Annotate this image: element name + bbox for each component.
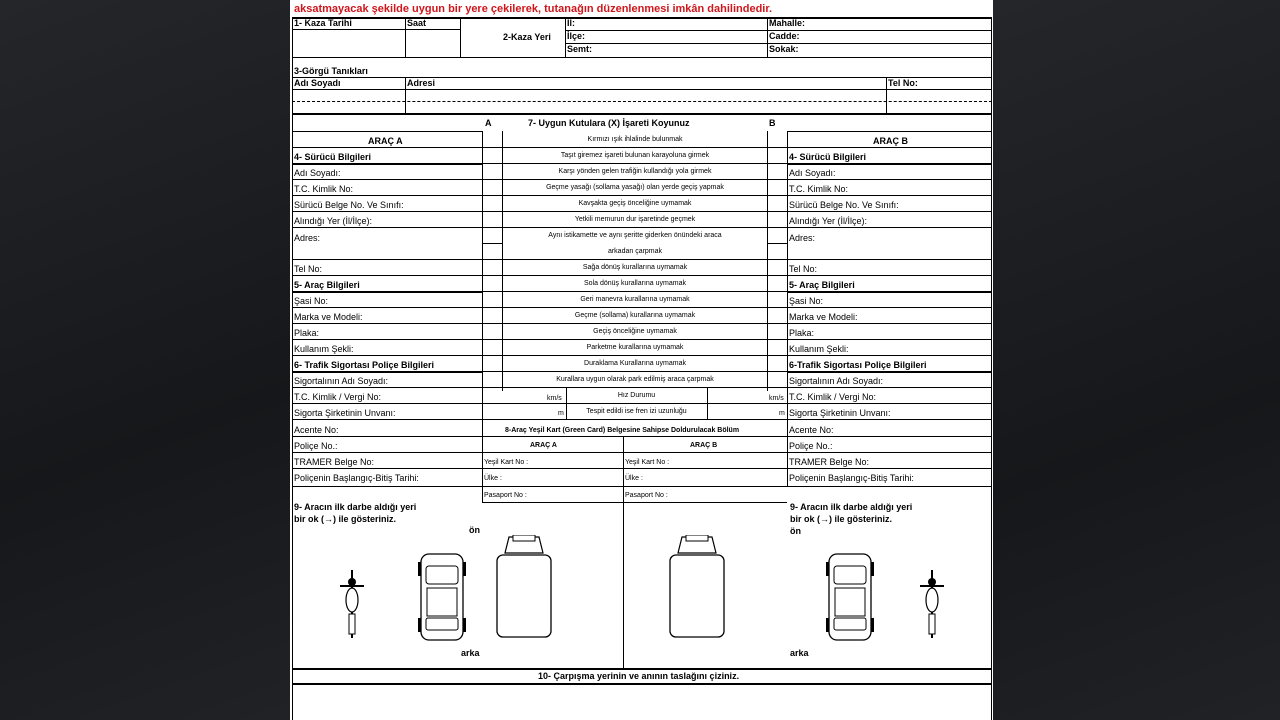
vehicle-b-address: Adres: <box>789 233 816 243</box>
item-11: Geçme (sollama) kurallarına uymamak <box>574 312 696 319</box>
impact-title-b-2: bir ok (→) ile gösteriniz. <box>790 514 893 524</box>
accident-report-form <box>290 0 993 720</box>
neighborhood-area-label: Semt: <box>567 44 593 54</box>
vehicle-b-plate: Plaka: <box>789 328 815 338</box>
motorcycle-icon-a <box>338 568 366 640</box>
item-10: Geri manevra kurallarına uymamak <box>580 296 690 303</box>
column-a-label: A <box>485 118 492 128</box>
green-card-title: 8-Araç Yeşil Kart (Green Card) Belgesine Sahipse Doldurulacak Bölüm <box>505 427 740 434</box>
section7-title: 7- Uygun Kutulara (X) İşareti Koyunuz <box>528 118 690 128</box>
item-5: Kavşakta geçiş önceliğine uymamak <box>578 200 692 207</box>
accident-place-label: 2-Kaza Yeri <box>503 32 551 42</box>
vehicle-a-title: ARAÇ A <box>368 136 403 146</box>
item-8: Sağa dönüş kurallarına uymamak <box>582 264 688 271</box>
witness-address-header: Adresi <box>407 78 436 88</box>
witness-name-header: Adı Soyadı <box>294 78 341 88</box>
vehicle-a-plate: Plaka: <box>294 328 320 338</box>
vehicle-a-license-place: Alındığı Yer (İl/İlçe): <box>294 216 373 226</box>
front-label-b: ön <box>790 526 801 536</box>
column-b-label: B <box>769 118 776 128</box>
country-a: Ülke : <box>484 475 502 482</box>
vehicle-a-agency: Acente No: <box>294 425 339 435</box>
vehicle-b-brand: Marka ve Modeli: <box>789 312 858 322</box>
item-6: Yetkili memurun dur işaretinde geçmek <box>574 216 696 223</box>
vehicle-b-name: Adı Soyadı: <box>789 168 836 178</box>
vehicle-a-company: Sigorta Şirketinin Unvanı: <box>294 408 396 418</box>
item-7a: Aynı istikamette ve aynı şeritte giderken önündeki araca <box>548 232 722 239</box>
time-label: Saat <box>407 18 427 28</box>
avenue-label: Cadde: <box>769 31 800 41</box>
vehicle-a-brand: Marka ve Modeli: <box>294 312 363 322</box>
speed-unit-a: km/s <box>547 395 562 402</box>
rear-label-b: arka <box>790 648 809 658</box>
red-header-text: aksatmayacak şekilde uygun bir yere çekilerek, tutanağın düzenlenmesi imkân dahilindedir. <box>294 3 773 15</box>
impact-title-a-1: 9- Aracın ilk darbe aldığı yeri <box>294 502 417 512</box>
speed-label: Hız Durumu <box>617 392 656 399</box>
street-label: Sokak: <box>769 44 799 54</box>
city-label: İl: <box>567 18 575 28</box>
vehicle-b-tc: T.C. Kimlik No: <box>789 184 849 194</box>
vehicle-a-tramer: TRAMER Belge No: <box>294 457 375 467</box>
vehicle-a-dates: Poliçenin Başlangıç-Bitiş Tarihi: <box>294 473 419 483</box>
witnesses-title: 3-Görgü Tanıkları <box>294 66 368 76</box>
accident-date-label: 1- Kaza Tarihi <box>294 18 352 28</box>
vehicle-b-insured-name: Sigortalının Adı Soyadı: <box>789 376 884 386</box>
impact-title-b-1: 9- Aracın ilk darbe aldığı yeri <box>790 502 913 512</box>
item-4: Geçme yasağı (sollama yasağı) olan yerde geçiş yapmak <box>546 184 724 191</box>
vehicle-b-title: ARAÇ B <box>873 136 908 146</box>
green-card-no-b: Yeşil Kart No : <box>625 459 670 466</box>
vehicle-b-agency: Acente No: <box>789 425 834 435</box>
motorcycle-icon-b <box>918 568 946 640</box>
truck-icon-b <box>668 535 726 639</box>
vehicle-a-phone: Tel No: <box>294 264 323 274</box>
neighborhood-label: Mahalle: <box>769 18 806 28</box>
vehicle-a-name: Adı Soyadı: <box>294 168 341 178</box>
country-b: Ülke : <box>625 475 643 482</box>
vehicle-b-usage: Kullanım Şekli: <box>789 344 849 354</box>
vehicle-a-driver-info: 4- Sürücü Bilgileri <box>294 152 372 162</box>
vehicle-a-vehicle-info: 5- Araç Bilgileri <box>294 280 360 290</box>
vehicle-a-chassis: Şasi No: <box>294 296 329 306</box>
background-left <box>0 0 290 720</box>
green-card-col-b: ARAÇ B <box>690 442 718 449</box>
impact-title-a-2: bir ok (→) ile gösteriniz. <box>294 514 397 524</box>
vehicle-b-tramer: TRAMER Belge No: <box>789 457 870 467</box>
vehicle-a-tc: T.C. Kimlik No: <box>294 184 354 194</box>
vehicle-b-license: Sürücü Belge No. Ve Sınıfı: <box>789 200 899 210</box>
vehicle-a-tax: T.C. Kimlik / Vergi No: <box>294 392 382 402</box>
brake-unit-b: m <box>779 410 785 417</box>
vehicle-b-dates: Poliçenin Başlangıç-Bitiş Tarihi: <box>789 473 914 483</box>
vehicle-a-insurance: 6- Trafik Sigortası Poliçe Bilgileri <box>294 360 435 370</box>
sketch-title: 10- Çarpışma yerinin ve anının taslağını çiziniz. <box>538 671 740 681</box>
green-card-col-a: ARAÇ A <box>530 442 557 449</box>
car-icon-b <box>826 552 874 642</box>
item-12: Geçiş önceliğine uymamak <box>593 328 677 335</box>
item-15: Kurallara uygun olarak park edilmiş araca çarpmak <box>556 376 714 383</box>
truck-icon-a <box>495 535 553 639</box>
brake-unit-a: m <box>558 410 564 417</box>
vehicle-b-policy: Poliçe No.: <box>789 441 833 451</box>
vehicle-b-phone: Tel No: <box>789 264 818 274</box>
vehicle-b-vehicle-info: 5- Araç Bilgileri <box>789 280 855 290</box>
vehicle-a-insured-name: Sigortalının Adı Soyadı: <box>294 376 389 386</box>
vehicle-a-address: Adres: <box>294 233 321 243</box>
vehicle-a-policy: Poliçe No.: <box>294 441 338 451</box>
background-right <box>993 0 1280 720</box>
green-card-no-a: Yeşil Kart No : <box>484 459 529 466</box>
brake-label: Tespit edildi ise fren izi uzunluğu <box>586 408 687 415</box>
item-2: Taşıt giremez işareti bulunan karayoluna girmek <box>560 152 710 159</box>
front-label-a: ön <box>469 525 480 535</box>
item-9: Sola dönüş kurallarına uymamak <box>584 280 686 287</box>
item-13: Parketme kurallarına uymamak <box>586 344 684 351</box>
item-7b: arkadan çarpmak <box>607 248 663 255</box>
speed-unit-b: km/s <box>769 395 784 402</box>
vehicle-b-license-place: Alındığı Yer (İl/İlçe): <box>789 216 868 226</box>
rear-label-a: arka <box>461 648 480 658</box>
car-icon-a <box>418 552 466 642</box>
item-3: Karşı yönden gelen trafiğin kullandığı yola girmek <box>558 168 712 175</box>
vehicle-b-driver-info: 4- Sürücü Bilgileri <box>789 152 867 162</box>
vehicle-b-tax: T.C. Kimlik / Vergi No: <box>789 392 877 402</box>
vehicle-a-usage: Kullanım Şekli: <box>294 344 354 354</box>
passport-b: Pasaport No : <box>625 492 668 499</box>
vehicle-b-company: Sigorta Şirketinin Unvanı: <box>789 408 891 418</box>
passport-a: Pasaport No : <box>484 492 527 499</box>
item-14: Duraklama Kurallarına uymamak <box>584 360 686 367</box>
vehicle-a-license: Sürücü Belge No. Ve Sınıfı: <box>294 200 404 210</box>
vehicle-b-chassis: Şasi No: <box>789 296 824 306</box>
witness-phone-header: Tel No: <box>888 78 918 88</box>
vehicle-b-insurance: 6-Trafik Sigortası Poliçe Bilgileri <box>789 360 927 370</box>
item-1: Kırmızı ışık ihlalinde bulunmak <box>587 136 683 143</box>
district-label: İlçe: <box>567 31 586 41</box>
